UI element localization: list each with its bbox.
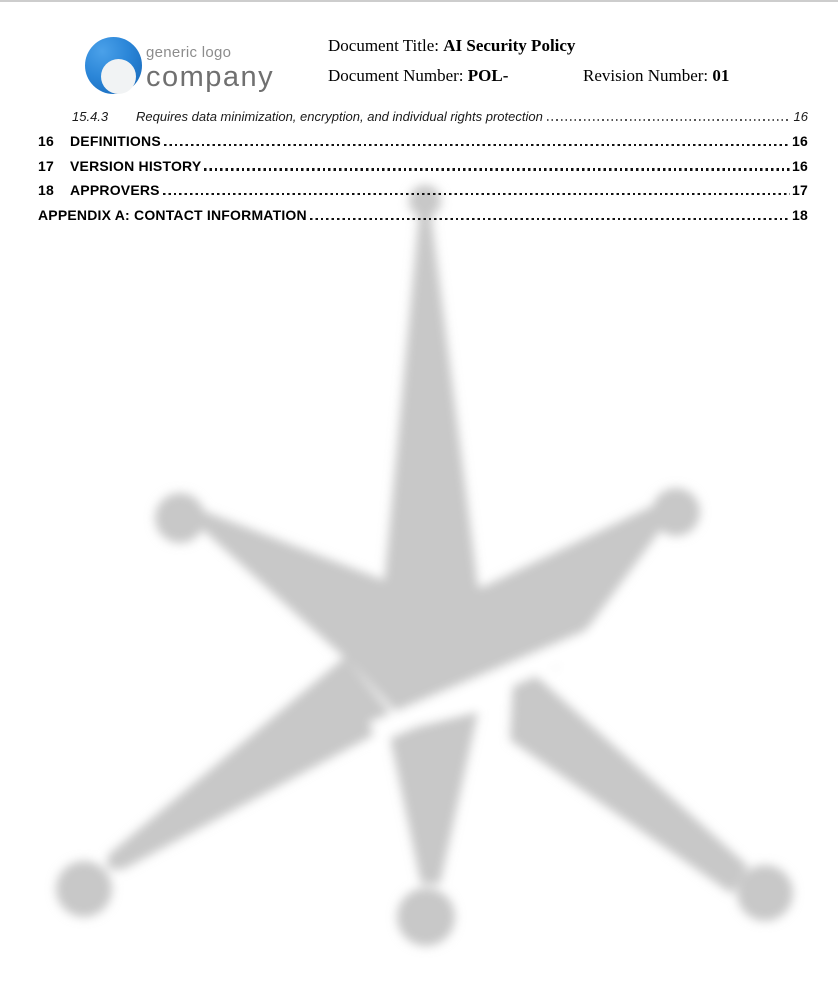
toc-entry[interactable] [38, 149, 808, 174]
toc-entry-label: DEFINITIONS [70, 133, 161, 150]
toc-dot-leader [547, 119, 788, 121]
page-top-border [0, 0, 838, 2]
logo-company-text: company [146, 60, 275, 93]
document-title-label: Document Title: [328, 36, 444, 55]
toc-entry-label: APPENDIX A: CONTACT INFORMATION [38, 206, 307, 223]
toc-entry-page: 16 [793, 108, 808, 124]
document-number-line [328, 66, 508, 86]
toc-entry-page: 16 [792, 133, 808, 150]
logo-top-text: generic logo [146, 44, 232, 61]
logo-text [146, 37, 274, 94]
toc-entry-page: 18 [792, 206, 808, 223]
toc-dot-leader [164, 144, 790, 146]
logo-inner-circle-icon [101, 59, 136, 94]
document-title-line [328, 36, 575, 56]
toc-entry-number: 17 [38, 157, 54, 174]
document-title-value: AI Security Policy [443, 36, 576, 55]
toc-entry-label: APPROVERS [70, 182, 160, 199]
toc-entry-page: 17 [792, 182, 808, 199]
toc-entry[interactable] [38, 174, 808, 199]
toc-entry-page: 16 [792, 157, 808, 174]
toc-entry-number: 15.4.3 [72, 108, 109, 124]
toc-entry-number: 16 [38, 133, 54, 150]
company-logo [85, 37, 274, 94]
toc-entry-label: VERSION HISTORY [70, 157, 202, 174]
logo-circle-icon [85, 37, 142, 94]
document-number-label: Document Number: [328, 66, 468, 85]
toc-entry-number: 18 [38, 182, 54, 199]
toc-dot-leader [204, 168, 790, 170]
revision-number-value: 01 [712, 66, 730, 85]
document-number-value: POL- [467, 66, 509, 85]
toc-dot-leader [310, 218, 790, 220]
toc-dot-leader [163, 193, 790, 195]
toc-entry[interactable] [38, 100, 808, 125]
table-of-contents [38, 100, 808, 223]
toc-entry-label: Requires data minimization, encryption, and individual rights protection [136, 108, 543, 124]
revision-number-label: Revision Number: [583, 66, 713, 85]
toc-entry[interactable] [38, 198, 808, 223]
toc-entry[interactable] [38, 125, 808, 150]
revision-number-line [583, 66, 729, 86]
